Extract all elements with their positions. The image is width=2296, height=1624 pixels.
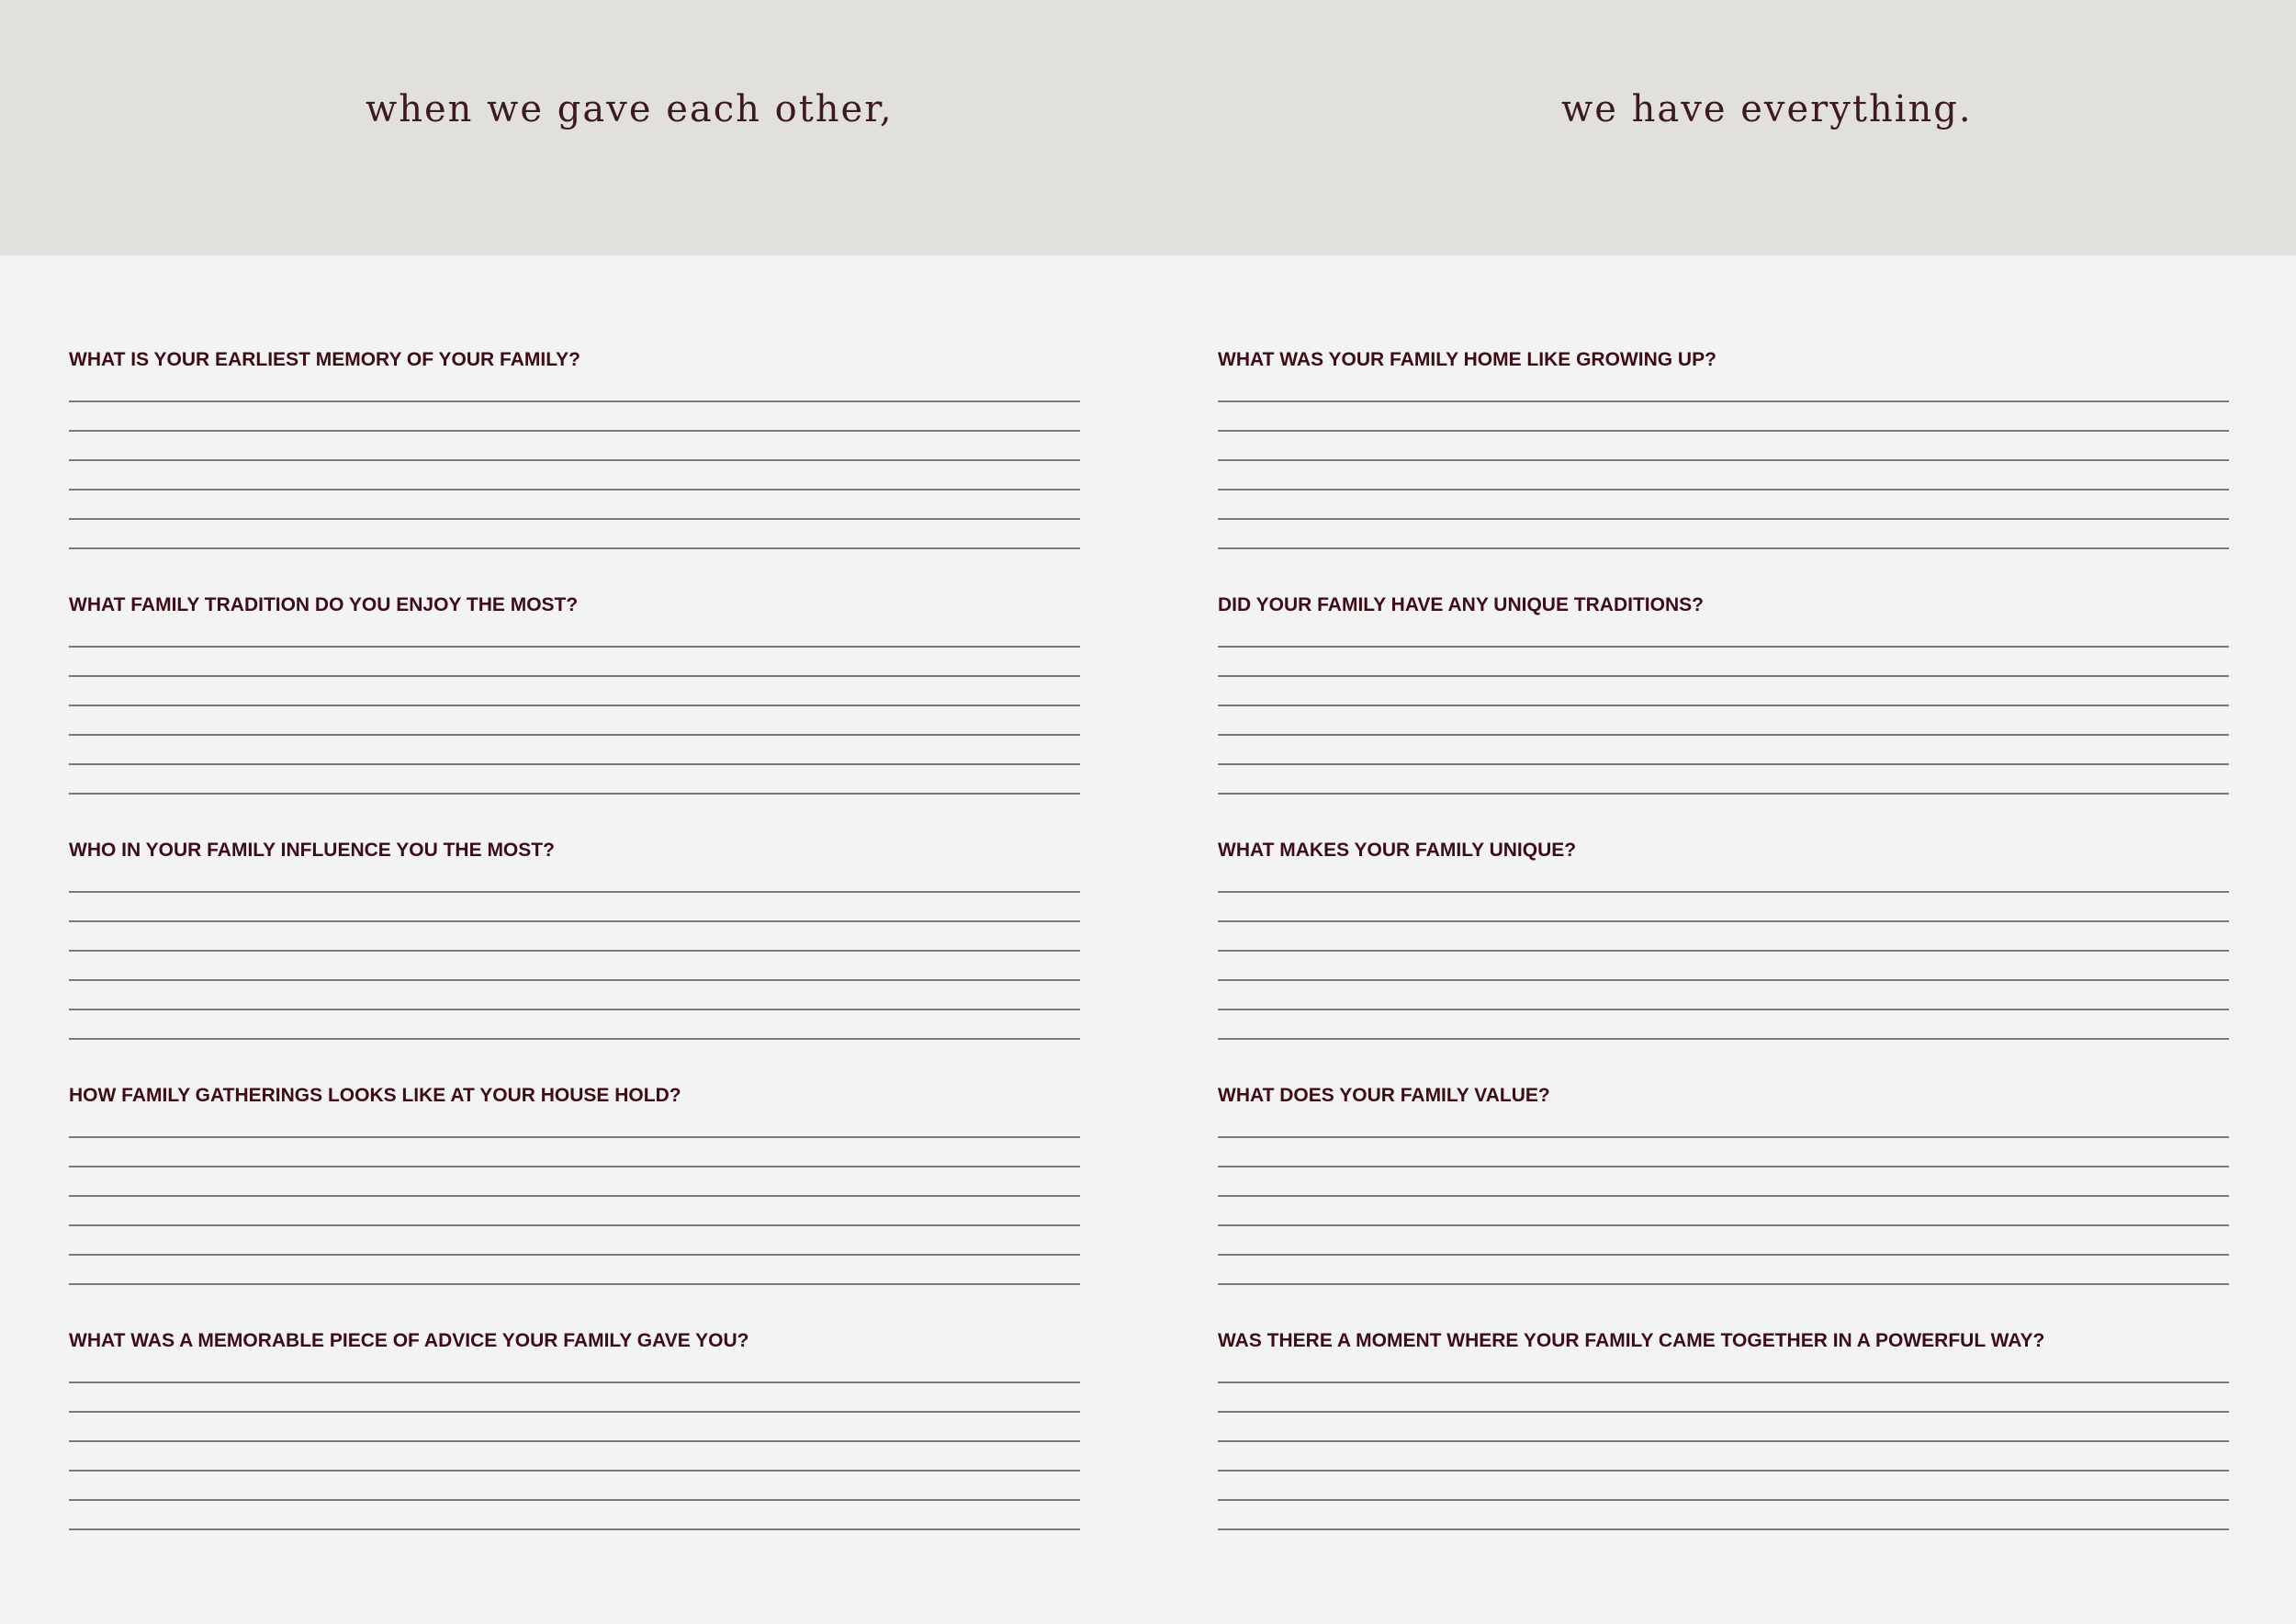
answer-line[interactable]: [69, 863, 1080, 893]
answer-line[interactable]: [1218, 981, 2229, 1010]
answer-line[interactable]: [69, 736, 1080, 765]
answer-line[interactable]: [69, 1256, 1080, 1285]
answer-line[interactable]: [69, 1472, 1080, 1501]
question-label: WHAT MAKES YOUR FAMILY UNIQUE?: [1218, 840, 1577, 861]
answer-line[interactable]: [1218, 432, 2229, 461]
answer-line[interactable]: [69, 952, 1080, 981]
answer-line[interactable]: [1218, 1501, 2229, 1530]
left-question-column: [69, 340, 1080, 1566]
answer-line[interactable]: [1218, 618, 2229, 648]
answer-line[interactable]: [69, 1167, 1080, 1197]
header-band: [0, 0, 2296, 255]
answer-line[interactable]: [1218, 863, 2229, 893]
answer-line[interactable]: [69, 491, 1080, 520]
answer-line[interactable]: [69, 520, 1080, 549]
answer-line[interactable]: [1218, 520, 2229, 549]
question-block: [69, 830, 1080, 1076]
answer-line[interactable]: [69, 1109, 1080, 1138]
answer-line[interactable]: [1218, 952, 2229, 981]
answer-line[interactable]: [1218, 1226, 2229, 1256]
answer-line[interactable]: [69, 765, 1080, 795]
question-label: WHAT FAMILY TRADITION DO YOU ENJOY THE MOST?: [69, 594, 579, 615]
header-right-text: we have everything.: [1561, 88, 1973, 130]
answer-line[interactable]: [69, 981, 1080, 1010]
question-label: DID YOUR FAMILY HAVE ANY UNIQUE TRADITIONS?: [1218, 594, 1704, 615]
question-block: [1218, 1321, 2229, 1566]
answer-line[interactable]: [1218, 677, 2229, 706]
question-label: WAS THERE A MOMENT WHERE YOUR FAMILY CAME TOGETHER IN A POWERFUL WAY?: [1218, 1330, 2045, 1351]
answer-line[interactable]: [69, 1010, 1080, 1040]
answer-line[interactable]: [1218, 648, 2229, 677]
answer-line[interactable]: [69, 1138, 1080, 1167]
answer-line[interactable]: [1218, 893, 2229, 922]
answer-line[interactable]: [1218, 1383, 2229, 1413]
question-block: [1218, 585, 2229, 830]
answer-line[interactable]: [69, 922, 1080, 952]
answer-line[interactable]: [69, 677, 1080, 706]
answer-line[interactable]: [1218, 922, 2229, 952]
answer-line[interactable]: [1218, 373, 2229, 402]
right-question-column: [1218, 340, 2229, 1566]
answer-line[interactable]: [1218, 1010, 2229, 1040]
answer-line[interactable]: [1218, 736, 2229, 765]
question-block: [69, 1076, 1080, 1321]
answer-line[interactable]: [69, 618, 1080, 648]
answer-line[interactable]: [1218, 491, 2229, 520]
question-label: WHAT WAS A MEMORABLE PIECE OF ADVICE YOUR FAMILY GAVE YOU?: [69, 1330, 749, 1351]
answer-line[interactable]: [1218, 706, 2229, 736]
question-label: WHO IN YOUR FAMILY INFLUENCE YOU THE MOST?: [69, 840, 555, 861]
answer-line[interactable]: [1218, 1413, 2229, 1442]
question-block: [1218, 1076, 2229, 1321]
answer-line[interactable]: [69, 893, 1080, 922]
answer-line[interactable]: [69, 373, 1080, 402]
question-label: WHAT IS YOUR EARLIEST MEMORY OF YOUR FAMILY?: [69, 349, 580, 370]
answer-line[interactable]: [1218, 1138, 2229, 1167]
answer-line[interactable]: [69, 1383, 1080, 1413]
answer-line[interactable]: [1218, 461, 2229, 491]
question-block: [1218, 830, 2229, 1076]
answer-line[interactable]: [69, 1442, 1080, 1472]
answer-line[interactable]: [69, 1197, 1080, 1226]
question-label: WHAT WAS YOUR FAMILY HOME LIKE GROWING UP?: [1218, 349, 1716, 370]
answer-line[interactable]: [69, 461, 1080, 491]
answer-line[interactable]: [69, 432, 1080, 461]
question-block: [69, 585, 1080, 830]
answer-line[interactable]: [69, 1413, 1080, 1442]
header-left-text: when we gave each other,: [366, 88, 894, 130]
answer-line[interactable]: [1218, 1167, 2229, 1197]
question-label: WHAT DOES YOUR FAMILY VALUE?: [1218, 1085, 1550, 1106]
answer-line[interactable]: [1218, 765, 2229, 795]
question-label: HOW FAMILY GATHERINGS LOOKS LIKE AT YOUR HOUSE HOLD?: [69, 1085, 681, 1106]
answer-line[interactable]: [1218, 402, 2229, 432]
answer-line[interactable]: [69, 1226, 1080, 1256]
answer-line[interactable]: [1218, 1442, 2229, 1472]
question-block: [1218, 340, 2229, 585]
answer-line[interactable]: [1218, 1472, 2229, 1501]
answer-line[interactable]: [69, 402, 1080, 432]
answer-line[interactable]: [69, 1354, 1080, 1383]
answer-line[interactable]: [69, 1501, 1080, 1530]
answer-line[interactable]: [69, 648, 1080, 677]
question-block: [69, 1321, 1080, 1566]
answer-line[interactable]: [1218, 1109, 2229, 1138]
answer-line[interactable]: [1218, 1197, 2229, 1226]
answer-line[interactable]: [1218, 1354, 2229, 1383]
answer-line[interactable]: [69, 706, 1080, 736]
question-block: [69, 340, 1080, 585]
answer-line[interactable]: [1218, 1256, 2229, 1285]
